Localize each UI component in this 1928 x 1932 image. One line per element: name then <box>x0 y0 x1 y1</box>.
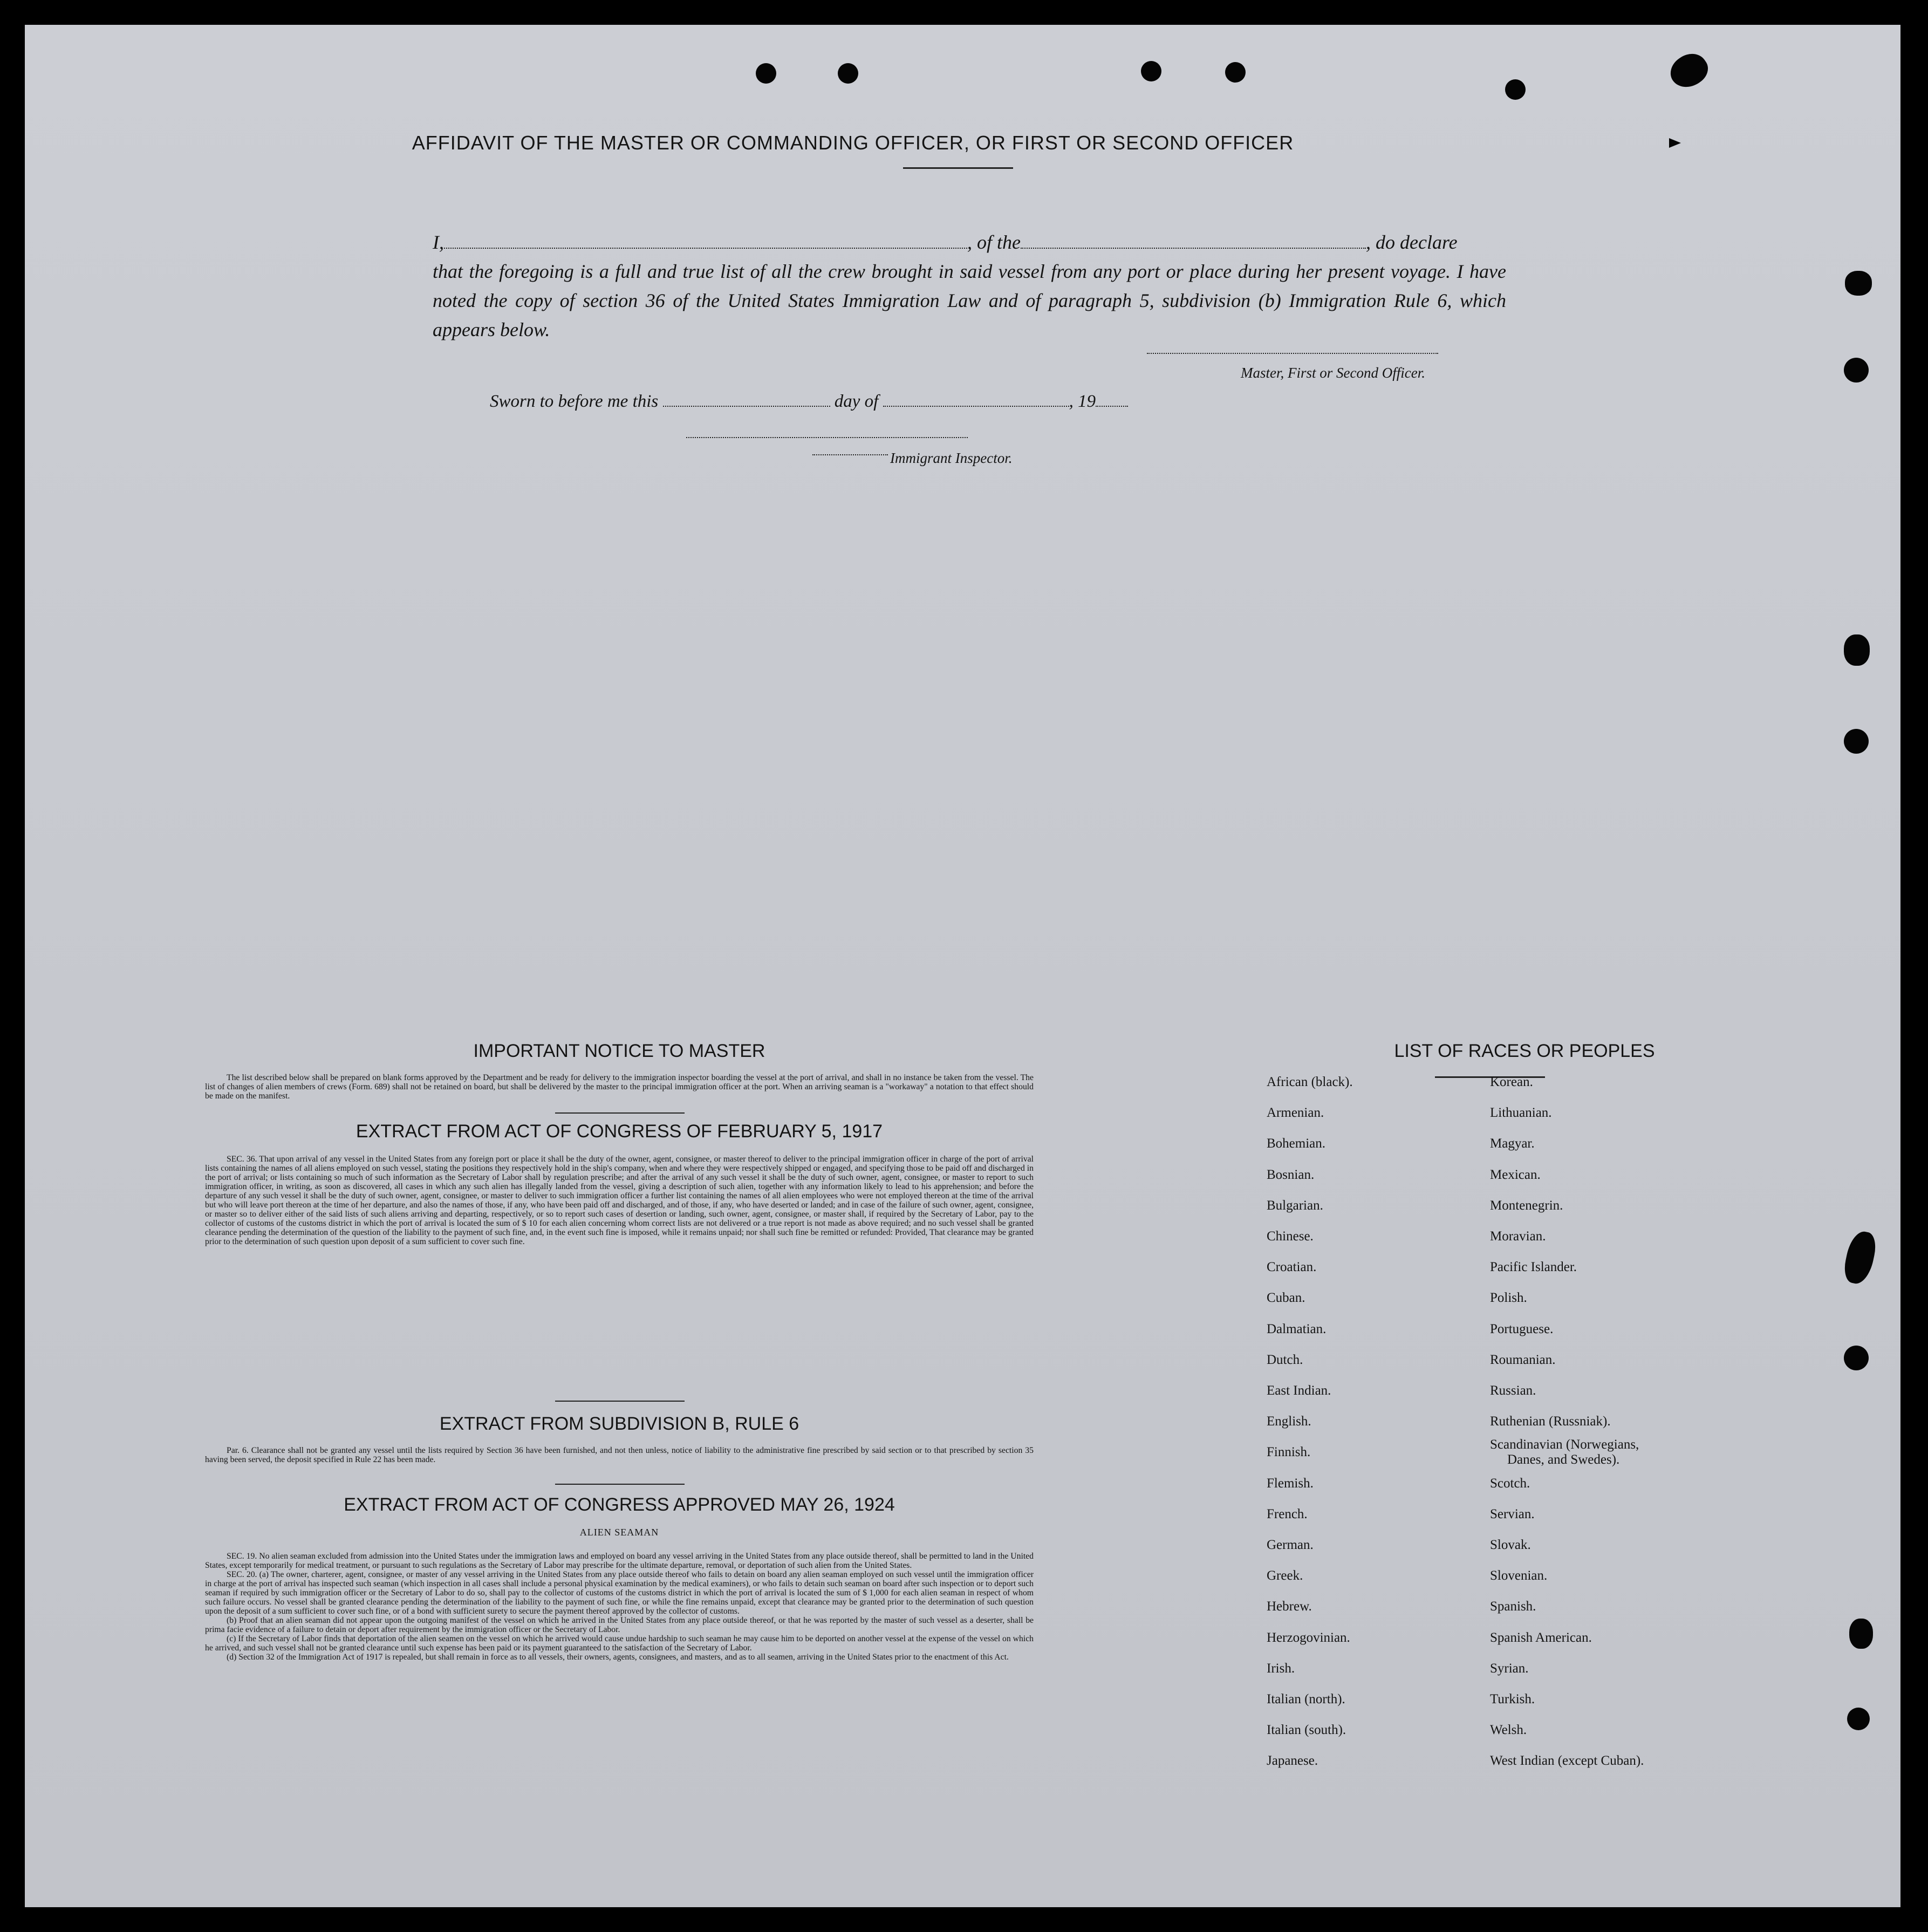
sworn-year-label: , 19 <box>1069 392 1096 412</box>
section-divider <box>555 1112 685 1114</box>
sworn-year-blank[interactable] <box>1096 392 1128 407</box>
punch-hole <box>1844 634 1870 666</box>
race-item: Spanish American. <box>1490 1630 1592 1645</box>
race-item: Japanese. <box>1267 1753 1318 1769</box>
race-item: Moravian. <box>1490 1229 1546 1244</box>
race-item: Syrian. <box>1490 1661 1529 1676</box>
race-item: Greek. <box>1267 1568 1303 1583</box>
notice-paragraph: The list described below shall be prepared on blank forms approved by the Department and be ready for delivery to the immigration inspector boarding the vessel at the port of arrival, and shall in no instance be taken from the vessel. The list of changes of alien members of crews (Form. 689) shall not be retained on board, but shall be delivered by the master to the principal immigration officer at the port. When an arriving seaman is a "workaway" a notation to that effect should be made on the manifest. <box>205 1073 1034 1101</box>
race-item: Italian (north). <box>1267 1692 1345 1706</box>
punch-hole <box>838 63 858 84</box>
race-item: Magyar. <box>1490 1136 1535 1151</box>
race-item: Lithuanian. <box>1490 1105 1552 1121</box>
affidavit-title: AFFIDAVIT OF THE MASTER OR COMMANDING OFFICER, OR FIRST OR SECOND OFFICER <box>412 132 1294 154</box>
race-item: Chinese. <box>1267 1229 1314 1244</box>
punch-hole <box>1844 729 1869 754</box>
race-item: West Indian (except Cuban). <box>1490 1753 1644 1769</box>
race-item: East Indian. <box>1267 1383 1331 1398</box>
race-item: Russian. <box>1490 1383 1536 1398</box>
race-item: Portuguese. <box>1490 1321 1554 1336</box>
form-sheet <box>25 25 1900 1907</box>
extract-1917-body <box>205 1155 1034 1246</box>
notice-body <box>205 1073 1034 1101</box>
sec-20c-paragraph: (c) If the Secretary of Labor finds that deportation of the alien seamen on the vessel on which he arrived would cause undue hardship to such seaman he may cause him to be deported on another vessel at the expense of the vessel on which he arrived, and such vessel shall not be granted clearance until such expense has been paid or its payment guaranteed to the satisfaction of the Secretary of Labor. <box>205 1634 1034 1653</box>
race-item: Servian. <box>1490 1506 1535 1521</box>
punch-hole <box>1845 271 1872 296</box>
vessel-blank[interactable] <box>1021 232 1366 249</box>
decl-of-the-label: , of the <box>967 231 1021 253</box>
punch-hole <box>1665 47 1714 94</box>
punch-hole <box>756 63 776 84</box>
punch-hole <box>1849 1619 1873 1649</box>
race-item: Bulgarian. <box>1267 1198 1323 1213</box>
sec-20b-paragraph: (b) Proof that an alien seaman did not appear upon the outgoing manifest of the vessel on which he arrived in the United States from any place outside thereof, or that he was reported by the master of such vessel as a deserter, shall be prima facie evidence of a failure to detain or deport after requirement by the immigration officer or the Secretary of Labor. <box>205 1616 1034 1634</box>
race-item: Bosnian. <box>1267 1167 1315 1182</box>
notice-title: IMPORTANT NOTICE TO MASTER <box>473 1041 765 1061</box>
punch-hole <box>1505 79 1526 100</box>
race-item: French. <box>1267 1506 1308 1521</box>
sec-36-paragraph: SEC. 36. That upon arrival of any vessel in the United States from any foreign port or place it shall be the duty of the owner, agent, consignee, or master thereof to deliver to the principal immigration officer in charge of the port of arrival lists containing the names of all aliens employed on such vessel, stating the positions they respectively hold in the ship's company, when and where they were respectively shipped or engaged, and specifying those to be paid off and discharged in the port of arrival; or lists containing so much of such information as the Secretary of Labor shall by regulation prescribe; and after the arrival of any such vessel it shall be the duty of such owner, agent, consignee, or master to report to such immigration officer, in writing, as soon as discovered, all cases in which any such alien has illegally landed from the vessel, giving a description of such alien, together with any information likely to lead to his apprehension; and before the departure of any such vessel it shall be the duty of such owner, agent, consignee, or master to deliver to such immigration officer a further list containing the names of all alien employees who were not employed thereon at the time of the arrival but who will leave port thereon at the time of her departure, and also the names of those, if any, who have been paid off and discharged, and of those, if any, who have deserted or landed; and in case of the failure of such owner, agent, consignee, or master so to deliver either of the said lists of such aliens arriving and departing, respectively, or so to report such cases of desertion or landing, such owner, agent, consignee, or master shall, if required by the Secretary of Labor, pay to the collector of customs of the customs district in which the port of arrival is located the sum of $ 10 for each alien concerning whom correct lists are not delivered or a true report is not made as above required; and no such vessel shall be granted clearance pending the determination of the question of the liability to the payment of such fine, and, in the event such fine is imposed, while it remains unpaid; nor shall such fine be remitted or refunded: Provided, That clearance may be granted prior to the determination of such question upon deposit of a sum sufficient to cover such fine. <box>205 1155 1034 1246</box>
race-item: African (black). <box>1267 1075 1353 1089</box>
race-item: Korean. <box>1490 1075 1533 1089</box>
race-item: Ruthenian (Russniak). <box>1490 1414 1611 1429</box>
race-item: English. <box>1267 1414 1311 1429</box>
decl-i-label: I, <box>433 231 444 253</box>
punch-hole <box>1847 1708 1870 1730</box>
race-item: Herzogovinian. <box>1267 1630 1350 1645</box>
extract-1924-body <box>205 1552 1034 1662</box>
race-item: Dutch. <box>1267 1352 1303 1367</box>
race-item: Finnish. <box>1267 1445 1311 1460</box>
race-item: Turkish. <box>1490 1692 1535 1706</box>
alien-seaman-subtitle: ALIEN SEAMAN <box>579 1527 659 1538</box>
punch-hole <box>1844 358 1869 383</box>
inspector-signature-label: Immigrant Inspector. <box>890 450 1013 466</box>
sworn-day-label: day of <box>834 392 879 412</box>
section-divider <box>555 1484 685 1485</box>
punch-hole <box>1841 1229 1878 1286</box>
declaration-text <box>433 228 1506 344</box>
par-6-paragraph: Par. 6. Clearance shall not be granted any vessel until the lists required by Section 36 have been furnished, and not then unless, notice of liability to the administrative fine prescribed by said section or to that prescribed by section 35 having been served, the deposit specified in Rule 22 has been made. <box>205 1446 1034 1464</box>
decl-do-declare-label: , do declare <box>1365 231 1458 253</box>
race-item: Irish. <box>1267 1661 1295 1676</box>
race-item: Slovak. <box>1490 1538 1531 1552</box>
race-item: Welsh. <box>1490 1723 1527 1738</box>
extract-1924-title: EXTRACT FROM ACT OF CONGRESS APPROVED MAY 26, 1924 <box>344 1494 895 1515</box>
punch-hole <box>1844 1346 1869 1370</box>
punch-hole <box>1225 62 1246 83</box>
race-item: Dalmatian. <box>1267 1321 1327 1336</box>
extract-1917-title: EXTRACT FROM ACT OF CONGRESS OF FEBRUARY 5, 1917 <box>355 1121 883 1142</box>
race-item: Flemish. <box>1267 1476 1314 1491</box>
master-signature-label: Master, First or Second Officer. <box>1241 365 1425 381</box>
race-item: Croatian. <box>1267 1260 1317 1275</box>
sworn-month-blank[interactable] <box>883 392 1069 407</box>
sworn-day-blank[interactable] <box>663 392 830 407</box>
sec-20d-paragraph: (d) Section 32 of the Immigration Act of 1917 is repealed, but shall remain in force as to all vessels, their owners, agents, consignees, and masters, and as to all seamen, arriving in the United States prior to the enactment of this Act. <box>227 1653 1009 1662</box>
sec-19-paragraph: SEC. 19. No alien seaman excluded from admission into the United States under the immigration laws and employed on board any vessel arriving in the United States from any place outside thereof, shall be permitted to land in the United States, except temporarily for medical treatment, or pursuant to such regulations as the Secretary of Labor may prescribe for the ultimate departure, removal, or deportation of such alien from the United States. <box>205 1552 1034 1570</box>
race-item: Montenegrin. <box>1490 1198 1563 1213</box>
section-divider <box>555 1401 685 1402</box>
sworn-line <box>490 392 1128 412</box>
punch-hole <box>1141 61 1161 81</box>
race-item: Slovenian. <box>1490 1568 1548 1583</box>
extract-rule6-title: EXTRACT FROM SUBDIVISION B, RULE 6 <box>439 1414 799 1434</box>
sec-20a-paragraph: SEC. 20. (a) The owner, charterer, agent, consignee, or master of any vessel arriving in the United States from any place outside thereof who fails to detain on board any alien seaman employed on such vessel until the immigration officer in charge at the port of arrival has inspected such seaman (which inspection in all cases shall include a personal physical examination by the medical examiners), or who fails to detain such seaman on board after such inspection or to deport such seaman if required by such immigration officer or the Secretary of Labor to do so, shall pay to the collector of customs of the customs district in which the port of arrival is located the sum of $ 1,000 for each alien seaman in respect of whom such failure occurs. No vessel shall be granted clearance pending the determination of the liability to the payment of such fine, or while the fine remains unpaid, except that clearance may be granted prior to the determination of such question upon the deposit of a sum sufficient to cover such fine, or of a bond with sufficient surety to secure the payment thereof approved by the collector of customs. <box>205 1570 1034 1616</box>
inspector-title-leader <box>812 454 888 455</box>
race-item: Armenian. <box>1267 1105 1324 1121</box>
master-signature-line[interactable] <box>1147 353 1438 354</box>
race-item: Pacific Islander. <box>1490 1260 1577 1275</box>
race-item: Mexican. <box>1490 1167 1541 1182</box>
race-item: Danes, and Swedes). <box>1507 1452 1620 1467</box>
title-divider <box>903 167 1013 169</box>
race-item: Italian (south). <box>1267 1723 1346 1738</box>
inspector-signature-line[interactable] <box>686 437 968 438</box>
race-item: Scandinavian (Norwegians, <box>1490 1437 1639 1452</box>
extract-rule6-body <box>205 1446 1034 1464</box>
race-item: Roumanian. <box>1490 1352 1556 1367</box>
race-item: Bohemian. <box>1267 1136 1326 1151</box>
declaration-body: that the foregoing is a full and true list of all the crew brought in said vessel from any port or place during her present voyage. I have noted the copy of section 36 of the United States Immigration Law and of paragraph 5, subdivision (b) Immigration Rule 6, which appears below. <box>433 261 1506 340</box>
race-item: German. <box>1267 1538 1314 1552</box>
name-blank[interactable] <box>444 232 967 249</box>
race-item: Cuban. <box>1267 1291 1305 1306</box>
race-item: Scotch. <box>1490 1476 1530 1491</box>
race-item: Polish. <box>1490 1291 1527 1306</box>
sworn-prefix: Sworn to before me this <box>490 392 659 412</box>
race-item: Hebrew. <box>1267 1599 1312 1614</box>
race-item: Spanish. <box>1490 1599 1536 1614</box>
races-title: LIST OF RACES OR PEOPLES <box>1394 1041 1655 1061</box>
